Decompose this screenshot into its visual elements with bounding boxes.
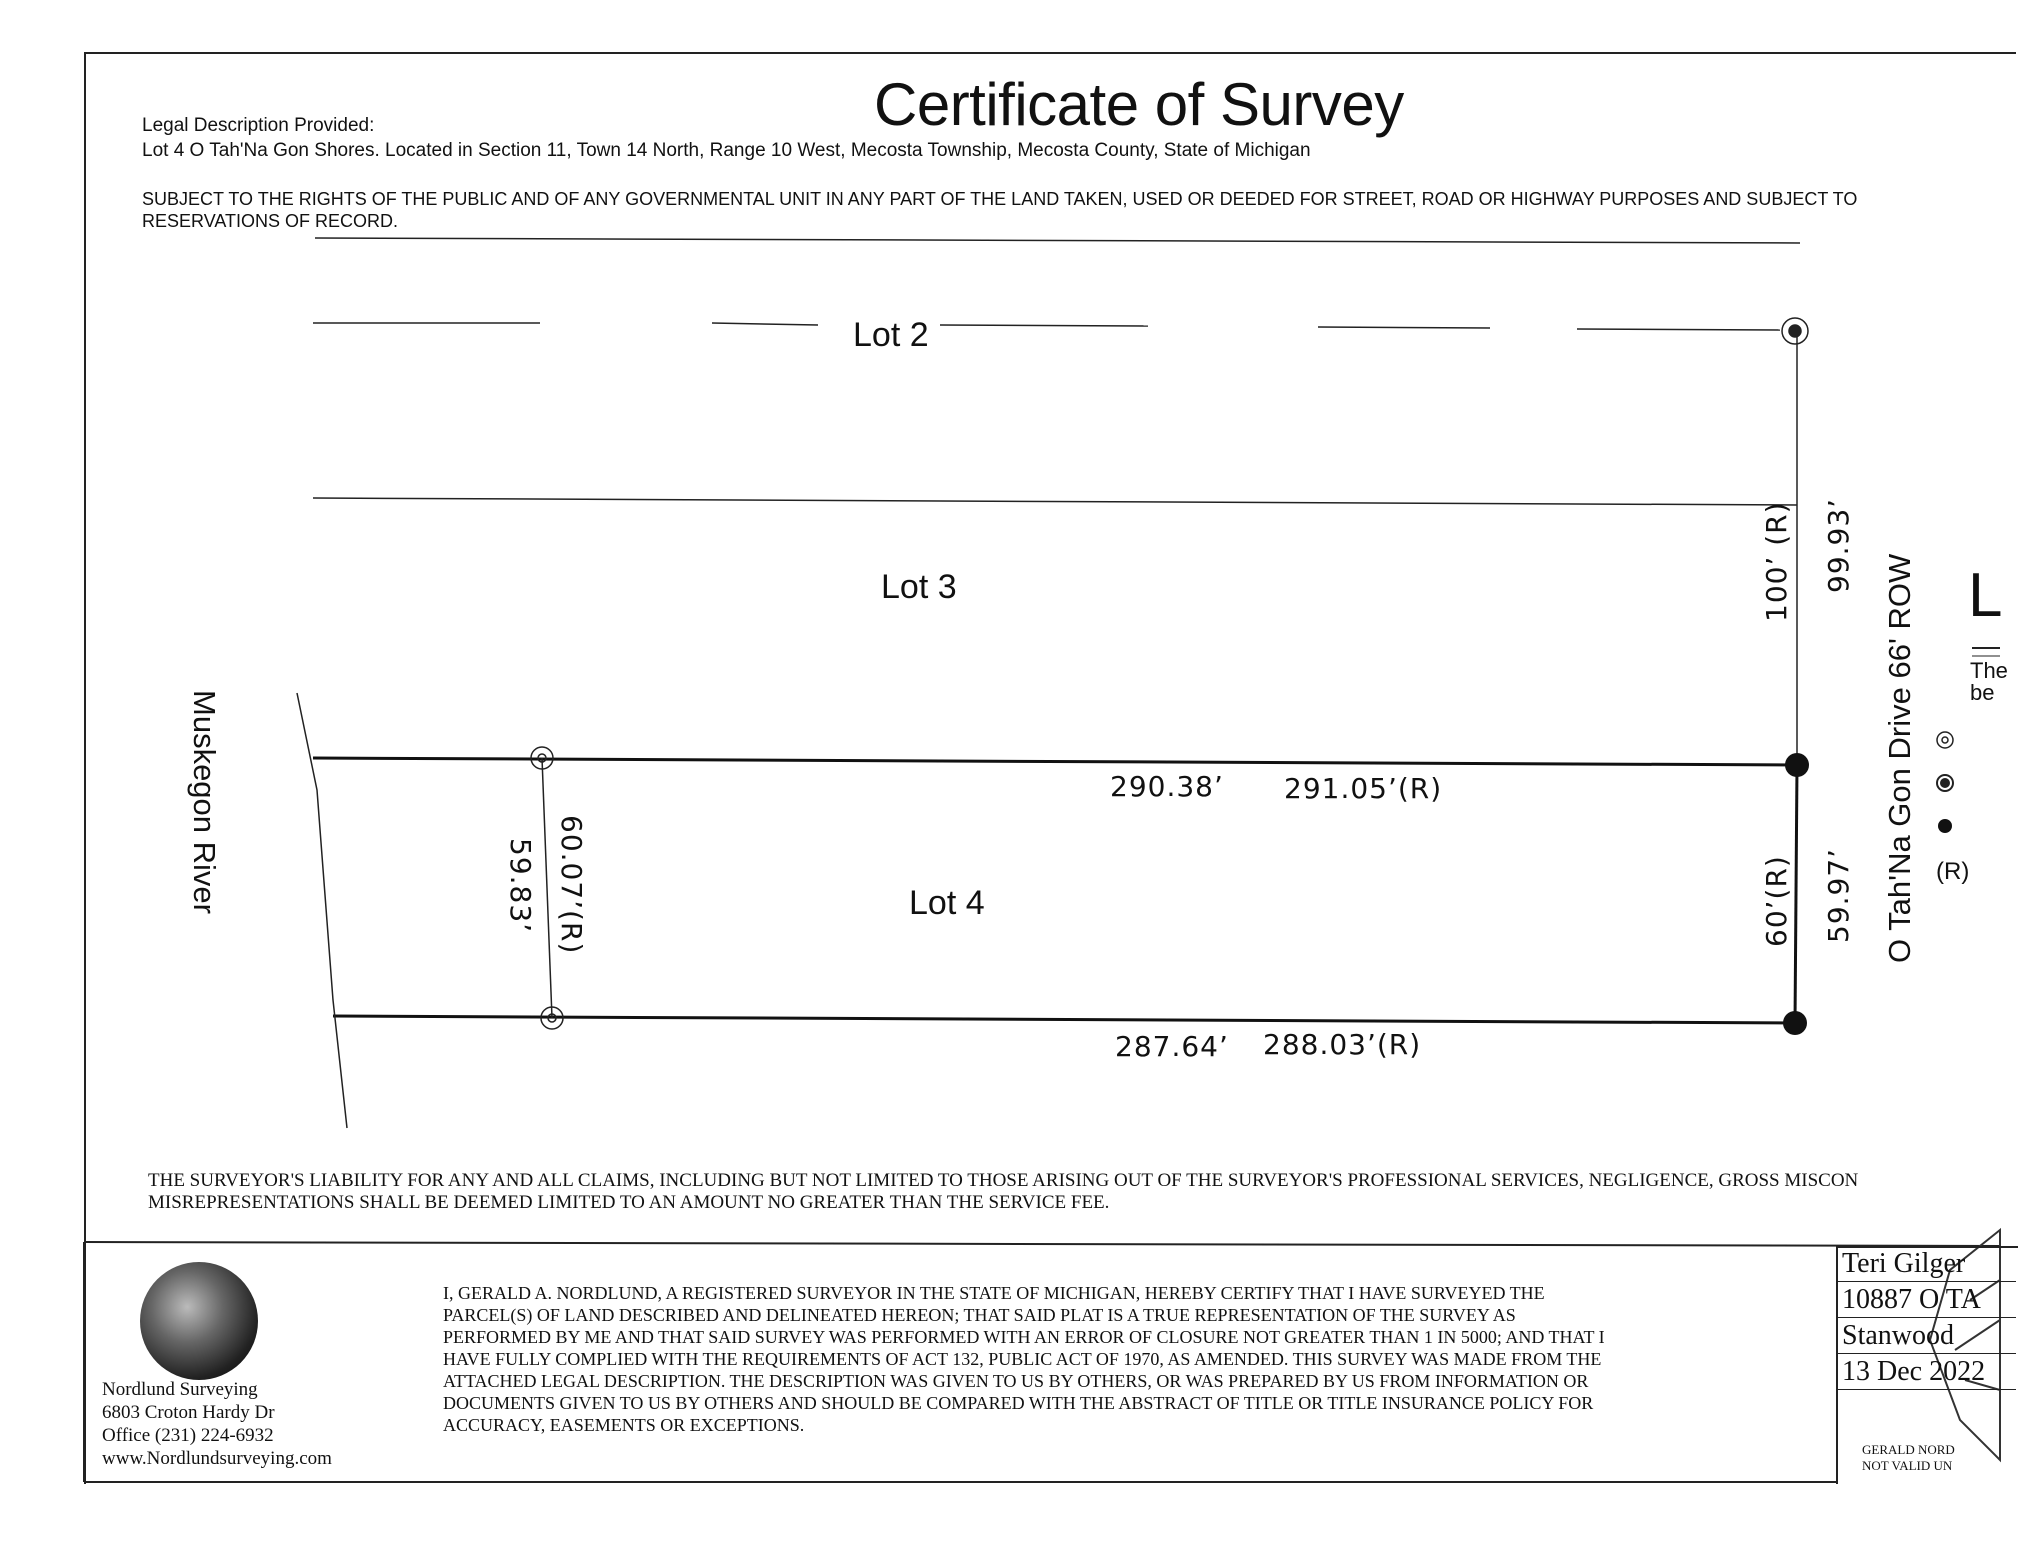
certification-line: PERFORMED BY ME AND THAT SAID SURVEY WAS PERFORMED WITH AN ERROR OF CLOSURE NOT GREATER THAN 1 IN 5000; AND THAT I [443,1327,1605,1347]
client-name: Teri Gilger [1836,1246,2016,1282]
seal-caption-line-1: GERALD NORD [1862,1442,1955,1457]
certification-line: ACCURACY, EASEMENTS OR EXCEPTIONS. [443,1415,805,1435]
seal-caption-line-2: NOT VALID UN [1862,1458,1953,1473]
legend-heading: L [1968,561,2003,630]
legend-text-line-1: The [1970,658,2008,683]
company-address: 6803 Croton Hardy Dr [102,1402,275,1423]
legal-description-text: Lot 4 O Tah'Na Gon Shores. Located in Section 11, Town 14 North, Range 10 West, Mecosta Township, Mecosta County, State of Michigan [142,140,1311,161]
lot2-lot3-boundary [313,498,1797,505]
east-lot3-record-dimension: 100’ (R) [1760,501,1793,622]
river-label: Muskegon River [187,690,222,914]
legend-record-marker: (R) [1936,858,1970,885]
west-measured-dimension: 59.83’ [504,838,537,934]
lot-3-label: Lot 3 [881,568,957,606]
certification-line: DOCUMENTS GIVEN TO US BY OTHERS AND SHOULD BE COMPARED WITH THE ABSTRACT OF TITLE OR TITLE INSURANCE POLICY FOR [443,1393,1594,1413]
lot4-north-boundary [313,758,1797,765]
lot-2-label: Lot 2 [853,316,929,354]
legend-text-line-2: be [1970,680,1995,705]
north-record-dimension: 291.05’(R) [1284,772,1443,805]
north-measured-dimension: 290.38’ [1110,770,1224,803]
liability-line-1: THE SURVEYOR'S LIABILITY FOR ANY AND ALL CLAIMS, INCLUDING BUT NOT LIMITED TO THOSE ARISING OUT OF THE SURVEYOR'S PROFESSIONAL SERVICES, NEGLIGENCE, GROSS MISCON [148,1170,1859,1191]
client-date: 13 Dec 2022 [1836,1354,2016,1390]
east-lot3-measured-dimension: 99.93’ [1822,497,1855,593]
company-info [102,1378,332,1470]
subject-line-1: SUBJECT TO THE RIGHTS OF THE PUBLIC AND OF ANY GOVERNMENTAL UNIT IN ANY PART OF THE LAND TAKEN, USED OR DEEDED FOR STREET, ROAD OR HIGHWAY PURPOSES AND SUBJECT TO [142,189,1858,209]
subject-underline [315,238,1800,243]
liability-notice [148,1170,1858,1214]
legend-monument-icon [1938,819,1952,833]
liability-line-2: MISREPRESENTATIONS SHALL BE DEEMED LIMITED TO AN AMOUNT NO GREATER THAN THE SERVICE FEE. [148,1192,1110,1213]
company-website: www.Nordlundsurveying.com [102,1448,332,1469]
road-label: O Tah'Na Gon Drive 66' ROW [1882,553,1917,963]
concrete-monument-marker [1785,753,1809,777]
iron-found-marker [1782,318,1808,344]
west-tie-line [542,758,552,1018]
legend-iron-set-icon [1937,732,1953,748]
south-measured-dimension: 287.64’ [1115,1030,1229,1063]
certification-line: ATTACHED LEGAL DESCRIPTION. THE DESCRIPTION WAS GIVEN TO US BY OTHERS, OR WAS PREPARED BY US FROM INFORMATION OR [443,1371,1589,1391]
subject-line-2: RESERVATIONS OF RECORD. [142,211,399,231]
client-city: Stanwood [1836,1318,2016,1354]
legal-description-heading: Legal Description Provided: [142,115,375,136]
legend-iron-found-icon [1937,775,1953,791]
certification-line: HAVE FULLY COMPLIED WITH THE REQUIREMENTS OF ACT 132, PUBLIC ACT OF 1970, AS AMENDED. THIS SURVEY WAS MADE FROM THE [443,1349,1602,1369]
legend-text [1970,660,2008,704]
seal-caption [1862,1442,1955,1474]
lot2-dashed-boundary [313,323,1780,330]
south-record-dimension: 288.03’(R) [1263,1028,1422,1061]
surveyor-certification [443,1282,1605,1436]
page-title: Certificate of Survey [874,71,1404,138]
footer-top-rule [84,1242,2000,1246]
east-lot4-record-dimension: 60’(R) [1760,855,1793,947]
concrete-monument-marker [1783,1011,1807,1035]
client-address: 10887 O TA [1836,1282,2016,1318]
certification-line: PARCEL(S) OF LAND DESCRIBED AND DELINEATED HEREON; THAT SAID PLAT IS A TRUE REPRESENTATION OF THE SURVEY AS [443,1305,1516,1325]
lot4-east-boundary [1795,765,1797,1023]
certification-line: I, GERALD A. NORDLUND, A REGISTERED SURVEYOR IN THE STATE OF MICHIGAN, HEREBY CERTIFY THAT I HAVE SURVEYED THE [443,1283,1545,1303]
globe-logo-icon [140,1262,258,1380]
company-phone: Office (231) 224-6932 [102,1425,274,1446]
lot-4-label: Lot 4 [909,884,985,922]
east-lot4-measured-dimension: 59.97’ [1822,847,1855,943]
company-name: Nordlund Surveying [102,1379,258,1400]
west-record-dimension: 60.07’(R) [555,815,588,955]
